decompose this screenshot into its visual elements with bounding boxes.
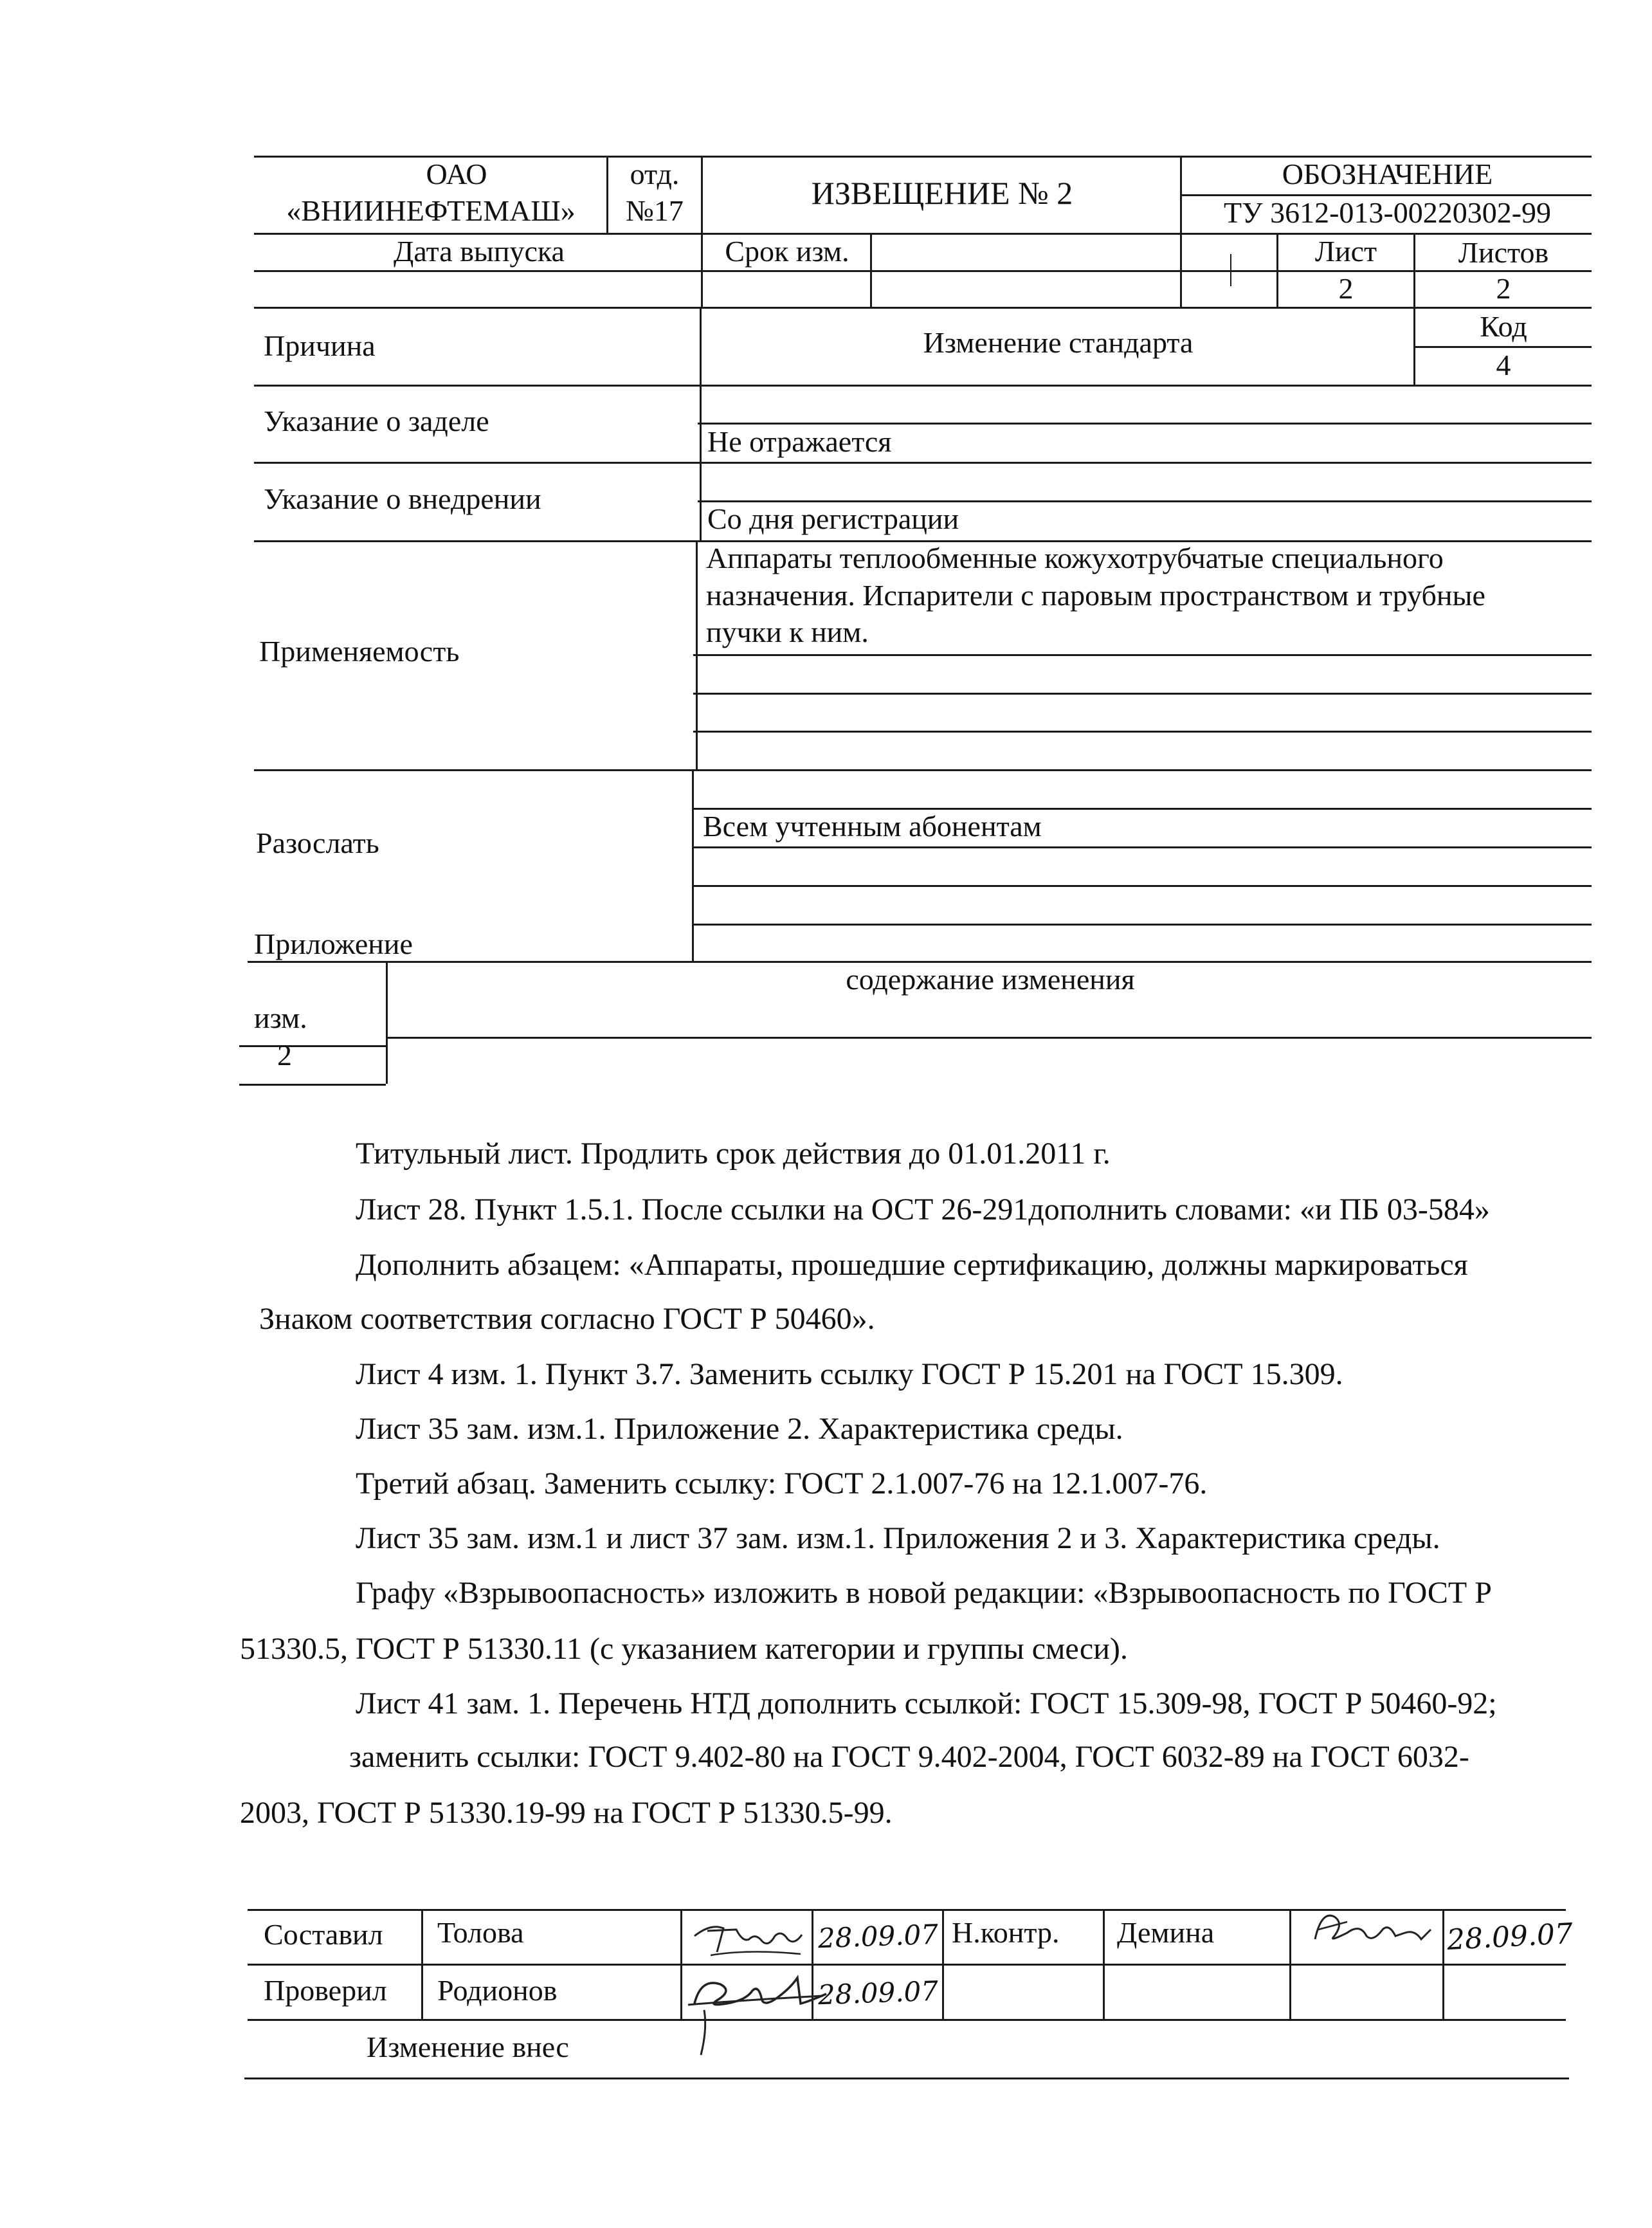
attachment-label: Приложение [254, 927, 413, 960]
notice-title: ИЗВЕЩЕНИЕ № 2 [811, 175, 1073, 211]
reason-label: Причина [264, 329, 376, 362]
content-line: Лист 28. Пункт 1.5.1. После ссылки на ОСТ 26-291дополнить словами: «и ПБ 03-584» [356, 1192, 1490, 1227]
change-term-label: Срок изм. [725, 235, 849, 268]
content-line: Лист 35 зам. изм.1. Приложение 2. Характеристика среды. [356, 1412, 1123, 1446]
applicability-line: назначения. Испарители с паровым пространством и трубные [706, 579, 1485, 612]
change-number-label: изм. [254, 1001, 307, 1034]
content-line: Третий абзац. Заменить ссылку: ГОСТ 2.1.007-76 на 12.1.007-76. [356, 1466, 1208, 1501]
applicability-line: пучки к ним. [706, 616, 869, 648]
reason-value: Изменение стандарта [923, 326, 1194, 359]
sheet-label: Лист [1314, 235, 1377, 268]
org-name-line2: «ВНИИНЕФТЕМАШ» [286, 194, 576, 227]
content-line: Знаком соответствия согласно ГОСТ Р 50460». [259, 1302, 875, 1336]
checked-signature [682, 1965, 830, 2061]
checked-by-label: Проверил [264, 1974, 387, 2007]
content-line: 2003, ГОСТ Р 51330.19-99 на ГОСТ Р 51330.5-99. [240, 1796, 893, 1830]
org-name-line1: ОАО [426, 158, 487, 190]
distribute-label: Разослать [256, 826, 379, 859]
department-label: отд. [630, 158, 680, 190]
implementation-label: Указание о внедрении [264, 482, 541, 515]
applicability-label: Применяемость [259, 635, 460, 668]
content-line: Графу «Взрывоопасность» изложить в новой редакции: «Взрывоопасность по ГОСТ Р [356, 1576, 1492, 1610]
sheet-value: 2 [1338, 272, 1354, 305]
code-label: Код [1480, 310, 1527, 343]
content-line: Дополнить абзацем: «Аппараты, прошедшие сертификацию, должны маркироваться [356, 1248, 1468, 1282]
sheets-label: Листов [1458, 236, 1549, 269]
norm-control-name: Демина [1117, 1916, 1215, 1949]
norm-control-date: 28.09.07 [1446, 1917, 1574, 1957]
code-value: 4 [1496, 349, 1511, 381]
checked-date: 28.09.07 [817, 1975, 939, 2011]
backlog-label: Указание о заделе [264, 405, 489, 437]
applicability-line: Аппараты теплообменные кожухотрубчатые специального [706, 542, 1444, 574]
distribute-value: Всем учтенным абонентам [703, 810, 1042, 843]
compiled-date: 28.09.07 [817, 1918, 939, 1955]
change-number-value: 2 [277, 1039, 292, 1072]
checked-by-name: Родионов [437, 1974, 558, 2007]
compiled-by-label: Составил [264, 1918, 383, 1951]
change-entered-label: Изменение внес [367, 2031, 569, 2063]
content-line: заменить ссылки: ГОСТ 9.402-80 на ГОСТ 9.402-2004, ГОСТ 6032-89 на ГОСТ 6032- [349, 1740, 1469, 1774]
compiled-by-name: Толова [437, 1916, 524, 1949]
content-line: Лист 4 изм. 1. Пункт 3.7. Заменить ссылку ГОСТ Р 15.201 на ГОСТ 15.309. [356, 1357, 1343, 1391]
content-line: 51330.5, ГОСТ Р 51330.11 (с указанием категории и группы смеси). [240, 1632, 1128, 1666]
designation-label: ОБОЗНАЧЕНИЕ [1282, 158, 1493, 190]
designation-value: ТУ 3612-013-00220302-99 [1223, 196, 1552, 229]
compiled-signature [691, 1917, 807, 1962]
change-content-label: содержание изменения [846, 963, 1135, 996]
department-number: №17 [626, 194, 684, 227]
norm-control-signature [1309, 1904, 1437, 1955]
norm-control-label: Н.контр. [952, 1916, 1060, 1949]
backlog-value: Не отражается [707, 425, 892, 458]
implementation-value: Со дня регистрации [707, 502, 959, 535]
sheets-value: 2 [1496, 272, 1511, 305]
content-line: Титульный лист. Продлить срок действия до 01.01.2011 г. [356, 1137, 1111, 1171]
content-line: Лист 35 зам. изм.1 и лист 37 зам. изм.1. Приложения 2 и 3. Характеристика среды. [356, 1521, 1440, 1555]
issue-date-label: Дата выпуска [394, 235, 565, 268]
content-line: Лист 41 зам. 1. Перечень НТД дополнить ссылкой: ГОСТ 15.309-98, ГОСТ Р 50460-92; [356, 1686, 1497, 1721]
